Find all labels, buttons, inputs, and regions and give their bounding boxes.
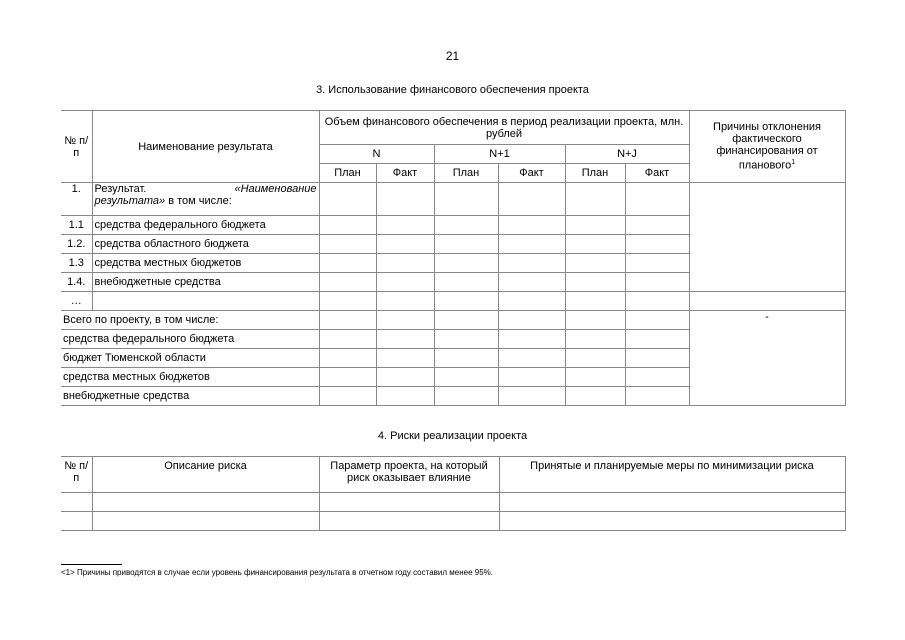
footnote: <1> Причины приводятся в случае если уровень финансирования результата в отчетном году составил менее 95%.	[61, 568, 493, 577]
total-reasons-dash: -	[689, 311, 845, 406]
cell	[625, 183, 689, 216]
row-num: …	[61, 292, 92, 311]
result-label-b: «Наименование	[234, 183, 317, 195]
row-num: 1.	[61, 183, 92, 216]
row-num: 1.1	[61, 216, 92, 235]
risk-cell	[319, 512, 499, 531]
total-row-label: внебюджетные средства	[61, 387, 319, 406]
fact-header: Факт	[625, 164, 689, 183]
header-volume: Объем финансового обеспечения в период реализации проекта, млн. рублей	[319, 111, 689, 145]
row-label	[92, 292, 319, 311]
row-label: внебюджетные средства	[92, 273, 319, 292]
risk-cell	[61, 512, 92, 531]
period-n: N	[319, 145, 434, 164]
risk-cell	[499, 512, 845, 531]
result-label-a: Результат.	[94, 183, 147, 195]
risks-table	[61, 456, 846, 531]
cell	[498, 183, 565, 216]
row-num: 1.2.	[61, 235, 92, 254]
header-reasons	[689, 111, 845, 183]
row-label: средства федерального бюджета	[92, 216, 319, 235]
risk-cell	[319, 493, 499, 512]
total-row-label: средства федерального бюджета	[61, 330, 319, 349]
header-reasons-text: Причины отклонения фактического финансирования от планового	[713, 121, 821, 172]
risk-cell	[61, 493, 92, 512]
section-3-title: 3. Использование финансового обеспечения проекта	[316, 84, 589, 96]
total-label: Всего по проекту, в том числе:	[61, 311, 319, 330]
cell	[434, 183, 498, 216]
result-label-d: в том числе:	[165, 195, 232, 207]
plan-header: План	[319, 164, 376, 183]
financing-table	[61, 110, 846, 406]
row-num: 1.3	[61, 254, 92, 273]
reasons-cell	[689, 183, 845, 292]
row-num: 1.4.	[61, 273, 92, 292]
fact-header: Факт	[376, 164, 434, 183]
cell	[376, 183, 434, 216]
risk-header-num: № п/п	[61, 457, 92, 493]
risk-header-param: Параметр проекта, на который риск оказывает влияние	[319, 457, 499, 493]
total-row-label: средства местных бюджетов	[61, 368, 319, 387]
risk-header-measures: Принятые и планируемые меры по минимизации риска	[499, 457, 845, 493]
fact-header: Факт	[498, 164, 565, 183]
footnote-separator	[61, 564, 122, 565]
header-num: № п/п	[61, 111, 92, 183]
period-nj: N+J	[565, 145, 689, 164]
footnote-ref: 1	[791, 159, 796, 167]
plan-header: План	[434, 164, 498, 183]
header-result-name: Наименование результата	[92, 111, 319, 183]
total-row-label: бюджет Тюменской области	[61, 349, 319, 368]
page-number: 21	[445, 49, 460, 63]
plan-header: План	[565, 164, 625, 183]
risk-cell	[92, 493, 319, 512]
cell	[565, 183, 625, 216]
row-label: средства областного бюджета	[92, 235, 319, 254]
result-label	[92, 183, 319, 216]
row-label: средства местных бюджетов	[92, 254, 319, 273]
risk-cell	[499, 493, 845, 512]
period-n1: N+1	[434, 145, 565, 164]
risk-header-desc: Описание риска	[92, 457, 319, 493]
cell	[319, 183, 376, 216]
section-4-title: 4. Риски реализации проекта	[377, 430, 528, 442]
risk-cell	[92, 512, 319, 531]
result-label-c: результата»	[94, 195, 166, 207]
